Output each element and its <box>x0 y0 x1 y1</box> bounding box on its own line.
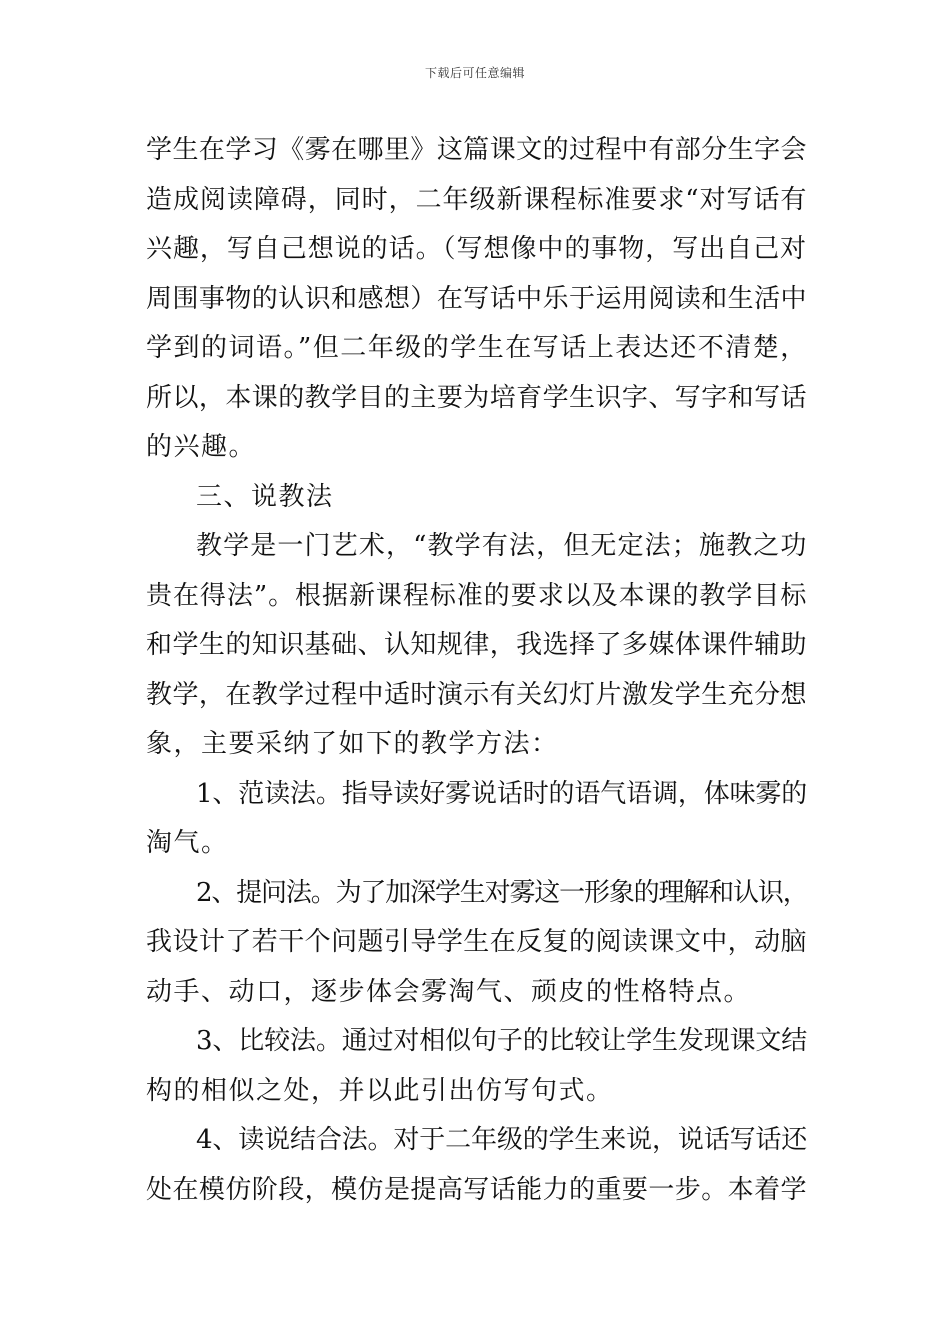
text-line: 处在模仿阶段，模仿是提高写话能力的重要一步。本着学 <box>146 1174 808 1205</box>
text-line: 1、范读法。指导读好雾说话时的语气语调，体味雾的 <box>196 778 808 809</box>
text-line: 淘气。 <box>146 828 229 858</box>
text-line: 4、读说结合法。对于二年级的学生来说，说话写话还 <box>196 1125 808 1155</box>
document-body <box>146 126 810 1215</box>
text-line: 3、比较法。通过对相似句子的比较让学生发现课文结 <box>196 1026 808 1056</box>
text-line: 三、说教法 <box>196 481 334 512</box>
text-line: 象，主要采纳了如下的教学方法： <box>146 729 559 759</box>
text-line: 2、提问法。为了加深学生对雾这一形象的理解和认识， <box>196 877 808 908</box>
text-line: 学到的词语。”但二年级的学生在写话上表达还不清楚， <box>146 333 808 363</box>
text-line: 所以，本课的教学目的主要为培育学生识字、写字和写话 <box>146 382 808 413</box>
text-line: 和学生的知识基础、认知规律，我选择了多媒体课件辅助 <box>146 630 808 660</box>
text-line: 我设计了若干个问题引导学生在反复的阅读课文中，动脑 <box>146 927 808 957</box>
text-line: 教学是一门艺术，“教学有法，但无定法；施教之功 <box>196 531 808 561</box>
text-line: 的兴趣。 <box>146 432 257 462</box>
text-line: 动手、动口，逐步体会雾淘气、顽皮的性格特点。 <box>146 976 752 1007</box>
text-line: 构的相似之处，并以此引出仿写句式。 <box>146 1075 614 1106</box>
page-header: 下载后可任意编辑 <box>424 66 525 80</box>
text-line: 造成阅读障碍，同时，二年级新课程标准要求“对写话有 <box>146 184 808 215</box>
text-line: 教学，在教学过程中适时演示有关幻灯片激发学生充分想 <box>146 679 808 710</box>
text-line: 学生在学习《雾在哪里》这篇课文的过程中有部分生字会 <box>146 135 808 165</box>
text-line: 周围事物的认识和感想）在写话中乐于运用阅读和生活中 <box>146 283 808 314</box>
text-line: 贵在得法”。根据新课程标准的要求以及本课的教学目标 <box>146 580 808 611</box>
text-line: 兴趣，写自己想说的话。（写想像中的事物，写出自己对 <box>146 234 808 264</box>
